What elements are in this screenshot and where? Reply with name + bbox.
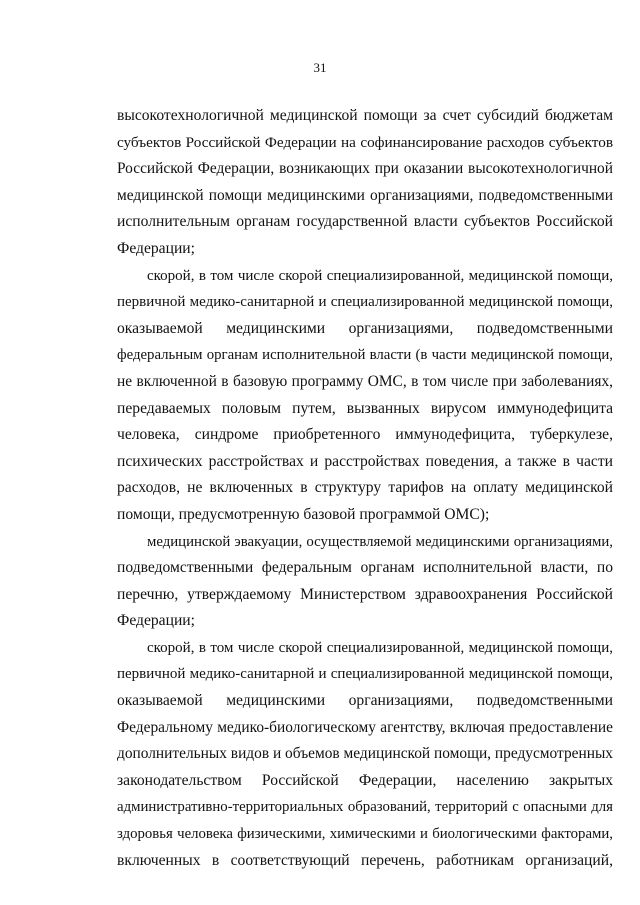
- text-line: первичной медико-санитарной и специализированной медицинской помощи,: [117, 294, 613, 311]
- text-line: оказываемой медицинскими организациями, подведомственными: [117, 319, 613, 337]
- page-number: 31: [313, 60, 327, 75]
- text-line: здоровья человека физическими, химическими и биологическими факторами,: [117, 826, 613, 843]
- text-line: Федерации;: [117, 239, 195, 257]
- text-line: передаваемых половым путем, вызванных вирусом иммунодефицита: [117, 399, 613, 417]
- text-line: дополнительных видов и объемов медицинской помощи, предусмотренных: [117, 745, 613, 763]
- text-line: медицинской помощи медицинскими организациями, подведомственными: [117, 186, 613, 204]
- text-line: высокотехнологичной медицинской помощи за счет субсидий бюджетам: [117, 107, 613, 124]
- text-line: субъектов Российской Федерации на софинансирование расходов субъектов: [117, 133, 613, 151]
- text-line: исполнительным органам государственной власти субъектов Российской: [117, 213, 613, 231]
- text-line: скорой, в том числе скорой специализированной, медицинской помощи,: [147, 267, 613, 284]
- text-line: федеральным органам исполнительной власти (в части медицинской помощи,: [117, 347, 613, 364]
- text-line: Федерации;: [117, 612, 195, 630]
- text-line: расходов, не включенных в структуру тарифов на оплату медицинской: [117, 479, 613, 497]
- text-line: помощи, предусмотренную базовой программой ОМС);: [117, 505, 490, 523]
- document-body: [117, 103, 613, 874]
- text-line: включенных в соответствующий перечень, работникам организаций,: [117, 851, 613, 869]
- text-line: Федеральному медико-биологическому агентству, включая предоставление: [117, 718, 613, 736]
- text-line: перечню, утверждаемому Министерством здравоохранения Российской: [117, 585, 613, 603]
- text-line: оказываемой медицинскими организациями, подведомственными: [117, 692, 613, 710]
- text-line: подведомственными федеральным органам исполнительной власти, по: [117, 559, 613, 577]
- text-line: Российской Федерации, возникающих при оказании высокотехнологичной: [117, 160, 613, 178]
- text-line: административно-территориальных образований, территорий с опасными для: [117, 799, 613, 816]
- text-line: медицинской эвакуации, осуществляемой медицинскими организациями,: [147, 533, 613, 550]
- text-line: скорой, в том числе скорой специализированной, медицинской помощи,: [147, 639, 613, 656]
- text-line: человека, синдроме приобретенного иммунодефицита, туберкулезе,: [117, 426, 613, 444]
- text-line: психических расстройствах и расстройствах поведения, а также в части: [117, 452, 613, 470]
- text-line: первичной медико-санитарной и специализированной медицинской помощи,: [117, 666, 613, 683]
- text-line: не включенной в базовую программу ОМС, в том числе при заболеваниях,: [117, 372, 613, 390]
- text-line: законодательством Российской Федерации, населению закрытых: [117, 771, 613, 789]
